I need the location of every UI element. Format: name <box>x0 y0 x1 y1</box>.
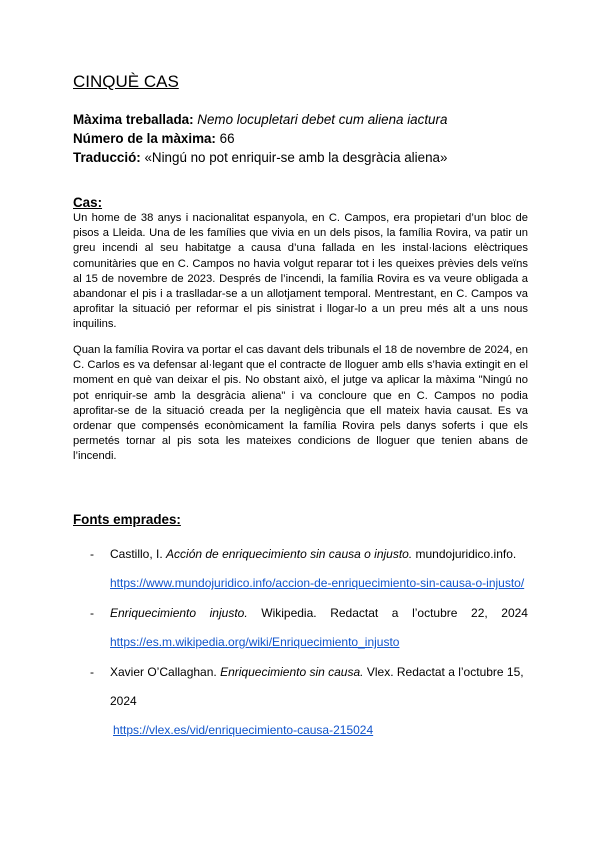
source-rest: Wikipedia. Redactat a l’octubre 22, 2024 <box>261 606 528 620</box>
source-citation <box>110 540 528 569</box>
translation-value: «Ningú no pot enriquir-se amb la desgràcia aliena» <box>144 150 448 165</box>
case-paragraph-2: Quan la família Rovira va portar el cas davant dels tribunals el 18 de novembre de 2024, en C. Carlos es va defensar al·legant que el contracte de lloguer amb ells s’havia extingit en el moment en què van deixar el pis. No obstant això, el jutge va aplicar la màxima "Ningú no pot enriquir-se amb la desgràcia aliena" i va concloure que en C. Campos no podia aprofitar-se de la situació creada per la negligència que ell mateix havia causat. Es va ordenar que compensés econòmicament la família Rovira pels danys soferts i que els permetés tornar al pis sota les mateixes condicions de lloguer que tenien abans de l’incendi. <box>73 344 528 463</box>
list-dash: - <box>90 606 94 620</box>
maxim-info <box>73 110 447 167</box>
maxim-line <box>73 110 447 129</box>
source-citation <box>110 599 528 628</box>
source-rest: Vlex. Redactat a l’octubre 15, <box>366 665 524 679</box>
case-heading: Cas: <box>73 195 103 210</box>
source-item <box>73 658 528 745</box>
maxim-label: Màxima treballada: <box>73 112 194 127</box>
source-author: Castillo, I. <box>110 547 163 561</box>
list-dash: - <box>90 665 94 679</box>
maxim-number-label: Número de la màxima: <box>73 131 216 146</box>
source-item <box>73 540 528 598</box>
page-title: CINQUÈ CAS <box>73 72 179 91</box>
case-paragraph-1: Un home de 38 anys i nacionalitat espanyola, en C. Campos, era propietari d’un bloc de pisos a Lleida. Una de les famílies que vivia en un dels pisos, la família Rovira, va patir un greu incendi al seu habitatge a causa d’una fallada en les instal·lacions elèctriques comunitàries que en C. Campos no havia volgut reparar tot i les queixes prèvies dels veïns al 15 de novembre de 2023. Després de l’incendi, la família Rovira es va veure obligada a abandonar el pis i a traslladar-se a un allotjament temporal. Mentrestant, en C. Campos va aprofitar la situació per reformar el pis sinistrat i llogar-lo a un preu més alt a uns nous inquilins. <box>73 212 528 331</box>
source-link[interactable]: https://es.m.wikipedia.org/wiki/Enriquecimiento_injusto <box>110 635 400 649</box>
translation-line <box>73 148 447 167</box>
source-work: Enriquecimiento sin causa. <box>220 665 364 679</box>
translation-label: Traducció: <box>73 150 141 165</box>
maxim-number-line <box>73 129 447 148</box>
sources-list <box>73 540 528 745</box>
sources-heading: Fonts emprades: <box>73 512 181 527</box>
source-author: Xavier O’Callaghan. <box>110 665 217 679</box>
source-rest-year: 2024 <box>110 694 137 708</box>
maxim-number-value: 66 <box>219 131 235 146</box>
source-link[interactable]: https://www.mundojuridico.info/accion-de-enriquecimiento-sin-causa-o-injusto/ <box>110 576 525 590</box>
maxim-value: Nemo locupletari debet cum aliena iactura <box>197 112 448 127</box>
list-dash: - <box>90 547 94 561</box>
source-link[interactable]: https://vlex.es/vid/enriquecimiento-causa-215024 <box>113 723 374 737</box>
source-work: Acción de enriquecimiento sin causa o injusto. <box>166 547 413 561</box>
source-item <box>73 599 528 657</box>
source-citation <box>110 658 528 687</box>
source-rest: mundojuridico.info. <box>415 547 517 561</box>
source-work: Enriquecimiento injusto. <box>110 606 248 620</box>
